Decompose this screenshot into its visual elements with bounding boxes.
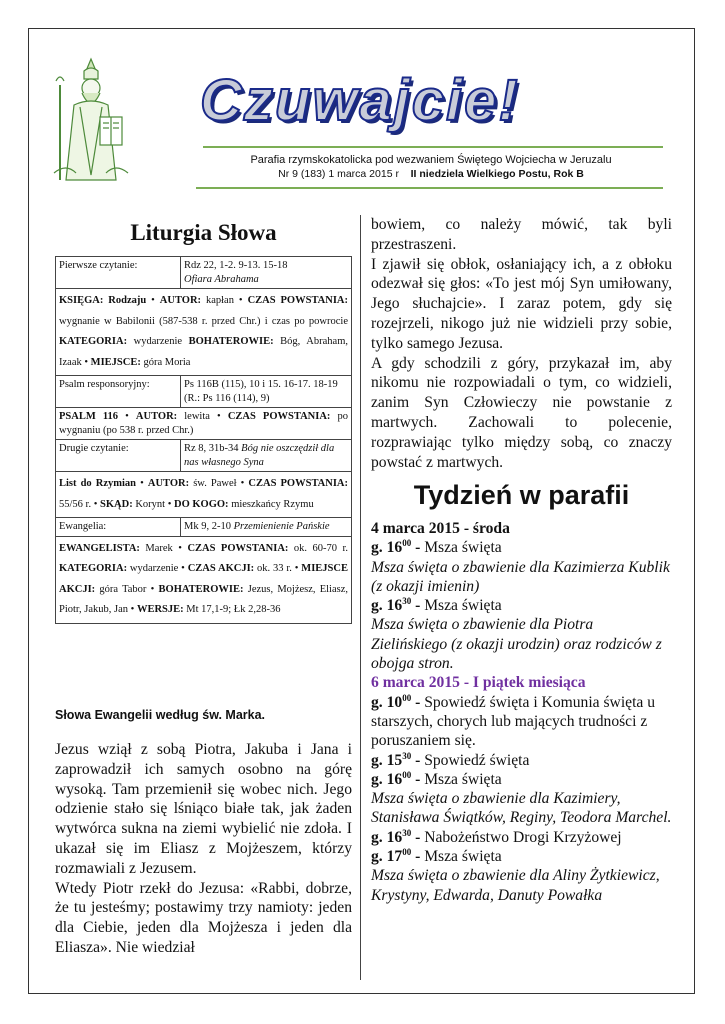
gospel-text-left bbox=[55, 740, 352, 958]
letter-time: 55/56 r. bbox=[59, 498, 92, 510]
issue-number: Nr 9 (183) 1 marca 2015 r bbox=[278, 168, 399, 180]
liturgy-title: Liturgia Słowa bbox=[130, 220, 277, 245]
first-reading-ref bbox=[181, 257, 352, 289]
psalm-author: lewita bbox=[184, 411, 210, 422]
entry-minutes: 30 bbox=[402, 750, 412, 761]
entry-text: - Nabożeństwo Drogi Krzyżowej bbox=[411, 828, 622, 846]
entry-minutes: 00 bbox=[402, 769, 412, 780]
gospel-title: Przemienienie Pańskie bbox=[233, 521, 330, 532]
gospel-time-label: CZAS POWSTANIA: bbox=[187, 542, 289, 554]
schedule-date: 4 marca 2015 - środa bbox=[371, 520, 510, 537]
schedule-entry bbox=[371, 538, 672, 557]
first-reading-row bbox=[56, 257, 352, 289]
letter-to: mieszkańcy Rzymu bbox=[231, 498, 314, 510]
entry-minutes: 00 bbox=[402, 692, 412, 703]
gospel-category: wydarzenie bbox=[129, 563, 179, 574]
entry-dash: - bbox=[411, 539, 425, 557]
entry-minutes: 00 bbox=[402, 538, 412, 549]
psalm-info-row bbox=[56, 408, 352, 440]
schedule-intention: Msza święta o zbawienie dla Kazimiery, Stanisława Świątków, Reginy, Teodora Marchel. bbox=[371, 790, 672, 827]
schedule-entry bbox=[371, 693, 672, 751]
schedule-entry bbox=[371, 596, 672, 615]
column-divider bbox=[360, 215, 361, 980]
entry-minutes: 00 bbox=[402, 846, 412, 857]
verses-label: WERSJE: bbox=[136, 604, 184, 615]
letter-author-label: AUTOR: bbox=[147, 478, 190, 489]
parish-name: Parafia rzymskokatolicka pod wezwaniem Świętego Wojciecha w Jeruzalu bbox=[250, 154, 612, 166]
first-reading-label: Pierwsze czytanie: bbox=[56, 257, 181, 289]
book-heroes: Bóg, Abraham, Izaak bbox=[59, 336, 348, 368]
gospel-paragraph: A gdy schodzili z góry, przykazał im, aby nikomu nie rozpowiadali o tym, co widzieli, zanim Syn Człowieczy nie powstanie z martwych. Zachowali to polecenie, rozprawiając tylko między sobą, co znaczy powstać z martwych. bbox=[371, 354, 672, 471]
gospel-text-right bbox=[371, 215, 672, 472]
psalm-name: PSALM 116 bbox=[59, 411, 119, 422]
act-place: góra Tabor bbox=[99, 583, 147, 595]
schedule-intention: Msza święta o zbawienie dla Aliny Żytkiewicz, Krystyny, Edwarda, Danuty Powałka bbox=[371, 867, 660, 904]
entry-text: - Spowiedź święta i Komunia święta u starszych, chorych lub mających trudności z poruszaniem się. bbox=[371, 693, 656, 750]
psalm-ref: Ps 116B (115), 10 i 15. 16-17. 18-19 (R.: Ps 116 (114), 9) bbox=[181, 376, 352, 408]
entry-dash: - bbox=[411, 751, 425, 769]
gospel-heroes-label: BOHATEROWIE: bbox=[158, 583, 244, 595]
psalm-info: PSALM 116 • AUTOR: lewita • CZAS POWSTANIA: po wygnaniu (po 538 r. przed Chr.) bbox=[56, 408, 352, 440]
schedule-date: 6 marca 2015 - I piątek miesiąca bbox=[371, 674, 586, 692]
entry-time: g. 15 bbox=[371, 751, 403, 769]
week-title: Tydzień w parafii bbox=[413, 480, 630, 510]
book-value: Rodzaju bbox=[108, 295, 147, 306]
entry-dash: - bbox=[411, 597, 425, 615]
psalm-author-label: AUTOR: bbox=[135, 411, 178, 422]
entry-minutes: 30 bbox=[402, 827, 412, 838]
header-rule-bottom bbox=[196, 187, 663, 189]
psalm-row bbox=[56, 376, 352, 408]
masthead-title: Czuwajcie! bbox=[200, 68, 520, 133]
act-time-label: CZAS AKCJI: bbox=[187, 563, 255, 574]
letter-info: List do Rzymian • AUTOR: św. Paweł • CZAS POWSTANIA: 55/56 r. • SKĄD: Korynt • DO KOGO: mieszkańcy Rzymu bbox=[56, 472, 352, 518]
psalm-time-label: CZAS POWSTANIA: bbox=[227, 411, 331, 422]
liturgical-sunday: II niedziela Wielkiego Postu, Rok B bbox=[410, 168, 584, 180]
gospel-info-row bbox=[56, 536, 352, 623]
second-reading-label: Drugie czytanie: bbox=[56, 440, 181, 472]
book-author: kapłan bbox=[205, 295, 234, 306]
schedule-entry bbox=[371, 847, 672, 866]
week-schedule bbox=[371, 519, 672, 905]
entry-text: - Spowiedź święta bbox=[411, 751, 530, 769]
schedule-entry bbox=[371, 828, 672, 847]
gospel-paragraph: I zjawił się obłok, osłaniający ich, a z obłoku odezwał się głos: «To jest mój Syn umiłowany, Jego słuchajcie». I zaraz potem, gdy się rozejrzeli, nikogo już nie widzieli przy sobie, tylko samego Jezusa. bbox=[371, 255, 672, 352]
entry-time: g. 16 bbox=[371, 539, 403, 557]
entry-text: - Msza święta bbox=[411, 770, 502, 788]
author-label: AUTOR: bbox=[159, 295, 202, 306]
gospel-time: ok. 60-70 r. bbox=[293, 542, 349, 554]
letter-time-label: CZAS POWSTANIA: bbox=[248, 478, 348, 489]
header-rule-top bbox=[203, 146, 663, 148]
schedule-entry bbox=[371, 751, 672, 770]
time-label: CZAS POWSTANIA: bbox=[247, 295, 348, 306]
psalm-label: Psalm responsoryjny: bbox=[56, 376, 181, 408]
entry-dash: - bbox=[411, 693, 425, 711]
entry-time: g. 16 bbox=[371, 770, 403, 788]
evangelist-label: EWANGELISTA: bbox=[59, 542, 140, 554]
issue-line bbox=[196, 167, 666, 181]
gospel-paragraph: Wtedy Piotr rzekł do Jezusa: «Rabbi, dobrze, że tu jesteśmy; postawimy trzy namioty: jeden dla Ciebie, jeden dla Mojżesza i jeden dla Eliasza». Nie wiedział bbox=[55, 879, 352, 956]
gospel-ref-text: Mk 9, 2-10 bbox=[184, 521, 231, 532]
letter-info-row bbox=[56, 472, 352, 518]
entry-text: - Msza święta bbox=[411, 597, 502, 615]
entry-text: - Msza święta bbox=[411, 848, 502, 866]
liturgy-table bbox=[55, 256, 352, 624]
gospel-category-label: KATEGORIA: bbox=[59, 563, 128, 574]
gospel-row bbox=[56, 518, 352, 537]
book-time: wygnanie w Babilonii (587-538 r. przed Chr.) i czas po powrocie bbox=[59, 315, 348, 327]
entry-time: g. 16 bbox=[371, 828, 403, 846]
schedule-intention: Msza święta o zbawienie dla Piotra Zielińskiego (z okazji urodzin) oraz rodziców z obojga stron. bbox=[371, 616, 662, 673]
first-reading-ref-text: Rdz 22, 1-2. 9-13. 15-18 bbox=[184, 260, 288, 271]
gospel-label: Ewangelia: bbox=[56, 518, 181, 537]
second-reading-ref bbox=[181, 440, 352, 472]
letter-from: Korynt bbox=[135, 498, 166, 510]
gospel-paragraph: Jezus wziął z sobą Piotra, Jakuba i Jana i zaprowadził ich samych osobno na górę wysoką. Tam przemienił się wobec nich. Jego odzienie stało się lśniąco białe tak, jak żaden wytwórca sukna na ziemi wybielić nie zdoła. I ukazał się im Eliasz z Mojżeszem, którzy rozmawiali z Jezusem. bbox=[55, 741, 352, 877]
first-reading-title: Ofiara Abrahama bbox=[184, 273, 259, 285]
gospel-info: EWANGELISTA: Marek • CZAS POWSTANIA: ok. 60-70 r. KATEGORIA: wydarzenie • CZAS AKCJI: ok. 33 r. • MIEJSCE AKCJI: góra Tabor • BOHATEROWIE: Jezus, Mojżesz, Eliasz, Piotr, Jakub, Jan • WERSJE: Mt 17,1-9; Łk 2,28-36 bbox=[56, 536, 352, 623]
book-category: wydarzenie bbox=[133, 336, 183, 347]
schedule-intention: Msza święta o zbawienie dla Kazimierza Kublik (z okazji imienin) bbox=[371, 558, 670, 595]
book-info: KSIĘGA: Rodzaju • AUTOR: kapłan • CZAS POWSTANIA: wygnanie w Babilonii (587-538 r. przed Chr.) i czas po powrocie KATEGORIA: wydarzenie BOHATEROWIE: Bóg, Abraham, Izaak • MIEJSCE: góra Moria bbox=[56, 289, 352, 376]
act-time: ok. 33 r. bbox=[257, 563, 292, 574]
letter-to-label: DO KOGO: bbox=[174, 498, 229, 510]
letter-label: List do Rzymian bbox=[59, 478, 137, 489]
saint-adalbert-logo-icon bbox=[46, 55, 136, 185]
act-place-label: MIEJSCE AKCJI: bbox=[59, 563, 348, 595]
entry-minutes: 30 bbox=[402, 596, 412, 606]
gospel-paragraph: bowiem, co należy mówić, tak byli przestraszeni. bbox=[371, 216, 672, 253]
book-info-row bbox=[56, 289, 352, 376]
heroes-label: BOHATEROWIE: bbox=[188, 336, 274, 347]
second-reading-ref-text: Rz 8, 31b-34 bbox=[184, 443, 239, 454]
book-label: KSIĘGA: bbox=[59, 295, 104, 306]
letter-from-label: SKĄD: bbox=[100, 498, 133, 510]
schedule-entry bbox=[371, 770, 672, 789]
second-reading-row bbox=[56, 440, 352, 472]
gospel-heading: Słowa Ewangelii według św. Marka. bbox=[55, 708, 266, 722]
entry-text: - Msza święta bbox=[411, 539, 502, 557]
entry-time: g. 17 bbox=[371, 848, 403, 866]
entry-time: g. 10 bbox=[371, 693, 403, 711]
place-label: MIEJSCE: bbox=[90, 356, 141, 368]
entry-dash: - bbox=[411, 770, 425, 788]
book-place: góra Moria bbox=[143, 356, 191, 368]
second-reading-title: Bóg nie oszczędził dla nas własnego Syna bbox=[184, 443, 335, 468]
evangelist: Marek bbox=[145, 542, 173, 554]
gospel-heroes: Jezus, Mojżesz, Eliasz, Piotr, Jakub, Jan bbox=[59, 583, 349, 615]
entry-dash: - bbox=[411, 828, 425, 846]
entry-time: g. 16 bbox=[371, 597, 403, 615]
psalm-time: po wygnaniu (po 538 r. przed Chr.) bbox=[59, 411, 349, 436]
gospel-verses: Mt 17,1-9; Łk 2,28-36 bbox=[186, 604, 281, 615]
letter-author: św. Paweł bbox=[193, 478, 237, 489]
gospel-ref bbox=[181, 518, 352, 537]
category-label: KATEGORIA: bbox=[59, 336, 128, 347]
entry-dash: - bbox=[411, 848, 425, 866]
